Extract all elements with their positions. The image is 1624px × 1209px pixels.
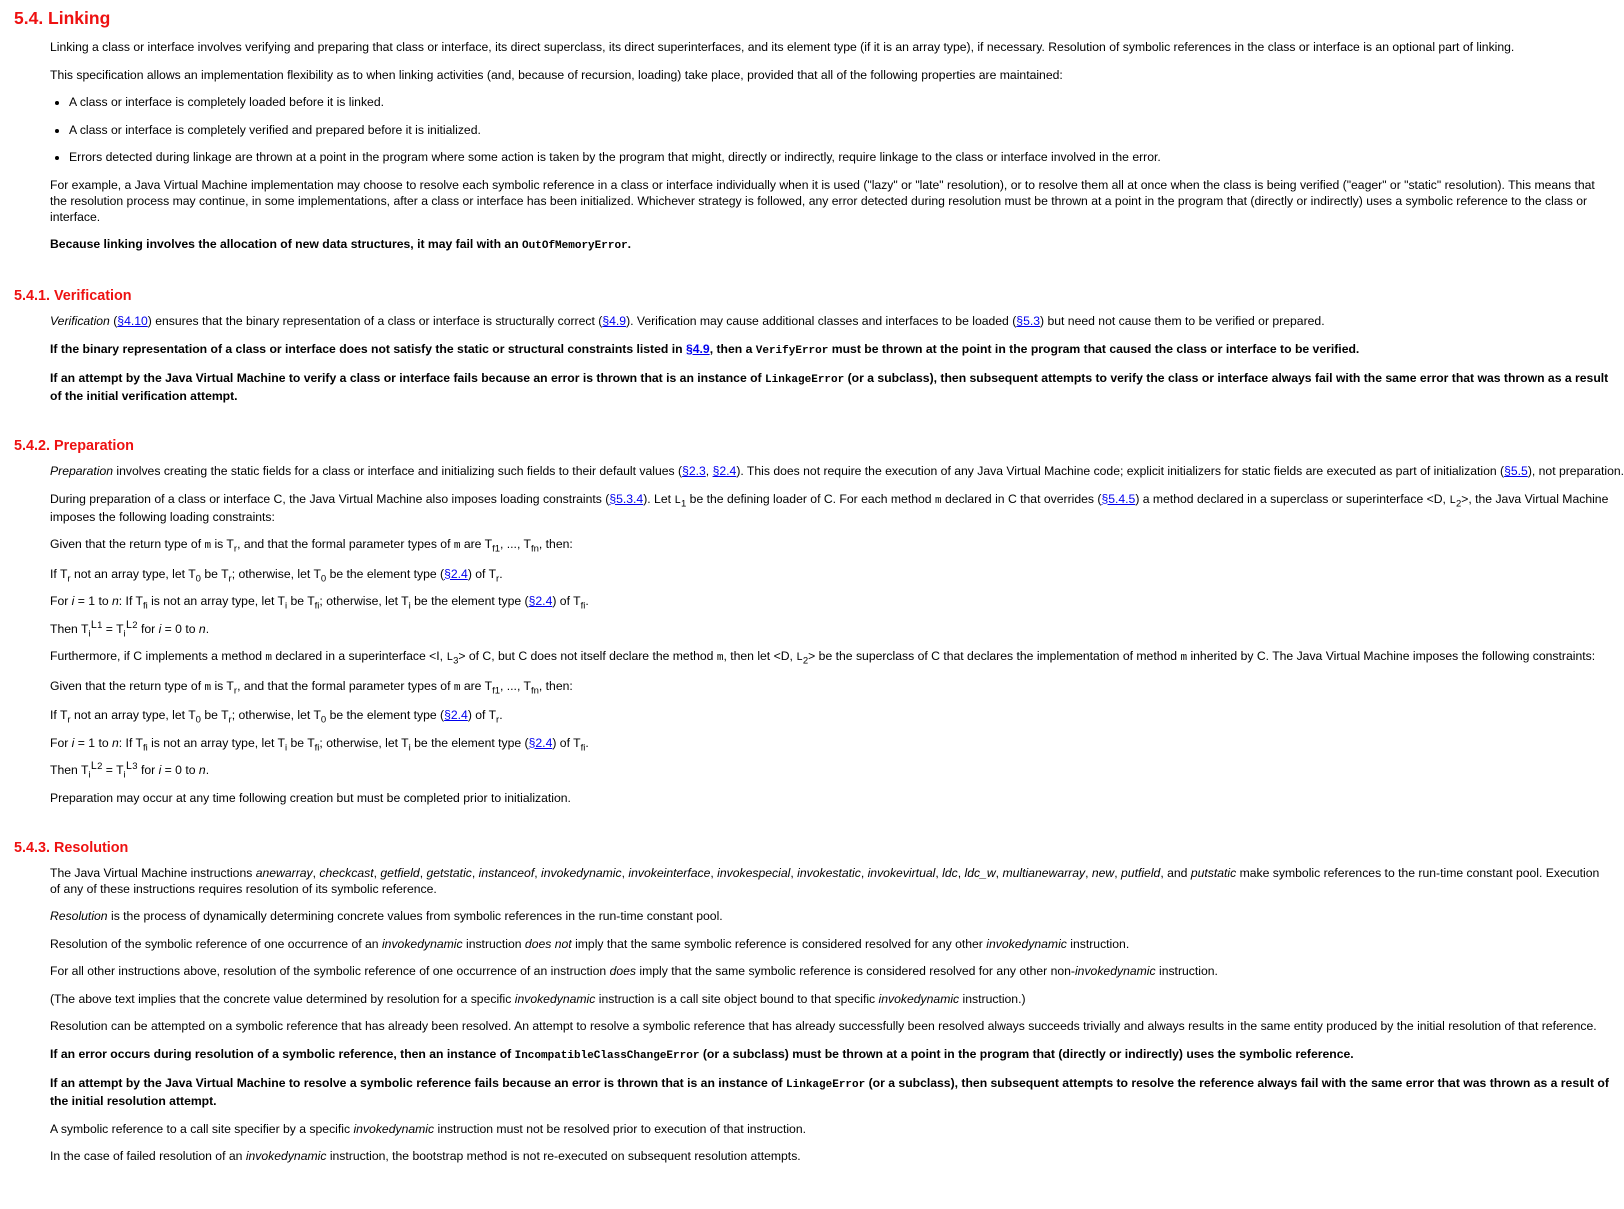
text: . — [585, 735, 589, 750]
code: m — [265, 652, 272, 664]
text: instruction. — [1155, 964, 1218, 978]
subscript: 0 — [320, 714, 327, 726]
subscript: i — [408, 741, 411, 753]
text: i — [71, 735, 75, 750]
text: ; otherwise, let T — [231, 708, 321, 722]
paragraph — [50, 370, 1610, 404]
subscript: r — [496, 572, 500, 584]
code: m — [716, 652, 724, 664]
paragraph — [50, 1075, 1610, 1109]
code: m — [453, 681, 461, 694]
subscript: fn — [530, 543, 539, 555]
text: are T — [460, 678, 493, 693]
text: inherited by C. The Java Virtual Machine imposes the following constraints: — [1187, 649, 1596, 663]
text: . — [499, 566, 503, 581]
text: instruction is a call site object bound to that specific — [595, 991, 879, 1006]
text: If T — [50, 566, 68, 581]
text: ) but need not cause them to be verified or prepared. — [1040, 314, 1325, 328]
text: instruction — [462, 936, 525, 951]
instruction-name: anewarray — [255, 865, 313, 880]
separator: , — [995, 865, 1003, 880]
text: are T — [460, 537, 493, 551]
text: imply that the same symbolic reference is considered resolved for any other non- — [636, 964, 1075, 978]
instruction-name: multianewarray — [1002, 865, 1086, 880]
separator: , — [1114, 865, 1122, 880]
subscript: r — [496, 714, 500, 726]
code: VerifyError — [755, 344, 829, 357]
superscript: L — [125, 760, 133, 773]
separator: , — [790, 865, 798, 880]
text: n — [112, 735, 119, 750]
text: ; otherwise, let T — [319, 594, 409, 608]
text: invokedynamic — [245, 1149, 327, 1163]
separator: , and — [1160, 865, 1191, 880]
paragraph — [50, 313, 1610, 329]
link[interactable]: §2.4 — [528, 594, 553, 608]
paragraph — [50, 491, 1610, 525]
linking-body-2 — [0, 177, 1610, 255]
subscript: 2 — [802, 655, 809, 667]
text: i — [158, 763, 162, 777]
subscript: i — [123, 627, 126, 639]
text: n — [198, 763, 206, 777]
link[interactable]: §2.4 — [528, 735, 553, 750]
text: ) of T — [552, 594, 581, 608]
text: . — [499, 708, 503, 722]
paragraph — [50, 1046, 1610, 1064]
text: ; otherwise, let T — [319, 735, 409, 750]
paragraph — [50, 566, 1610, 582]
separator: , — [957, 865, 965, 880]
subscript: fi — [142, 741, 148, 753]
instruction-name: invokevirtual — [867, 865, 936, 880]
text: (or a subclass) must be thrown at a point in the program that (directly or indirectly) uses the symbolic reference. — [699, 1046, 1354, 1061]
instruction-name: putfield — [1121, 865, 1161, 880]
text: invokedynamic — [986, 936, 1067, 951]
text: >, the Java Virtual Machine imposes the following loading constraints: — [50, 491, 1609, 524]
text: not an array type, let T — [70, 708, 196, 722]
text: , — [705, 464, 713, 478]
separator: , — [710, 865, 718, 880]
text: , and that the formal parameter types of — [237, 537, 454, 551]
text: If T — [50, 708, 68, 722]
code: LinkageError — [765, 374, 845, 386]
text: for — [137, 763, 159, 777]
text: be T — [287, 594, 315, 608]
subscript: i — [284, 600, 288, 612]
code: m — [204, 540, 212, 552]
subscript: i — [123, 769, 126, 781]
text: for — [137, 621, 159, 636]
text: For — [50, 735, 72, 750]
paragraph — [50, 236, 1610, 254]
text: invokedynamic — [1074, 964, 1156, 978]
superscript: 3 — [132, 760, 138, 772]
section-heading-verification: 5.4.1. Verification — [14, 288, 132, 304]
text: Because linking involves the allocation of new data structures, it may fail with an — [50, 237, 523, 251]
text: , ..., T — [500, 678, 531, 693]
verification-body — [0, 313, 1610, 404]
text: ). This does not require the execution of any Java Virtual Machine code; explicit initializers for static fields are executed as part of initialization ( — [736, 464, 1505, 478]
text: : If T — [118, 594, 143, 608]
paragraph: Preparation may occur at any time following creation but must be completed prior to initialization. — [50, 790, 571, 805]
text: is T — [211, 537, 234, 551]
paragraph — [50, 648, 1610, 666]
text: be the element type ( — [410, 594, 529, 608]
link[interactable]: §5.5 — [1504, 464, 1528, 478]
text: must be thrown at the point in the program that caused the class or interface to be verified. — [828, 341, 1360, 356]
instruction-name: ldc_w — [964, 865, 996, 880]
text: = T — [102, 621, 124, 636]
subscript: f1 — [492, 684, 501, 696]
text: (The above text implies that the concrete value determined by resolution for a specific — [50, 991, 515, 1006]
instruction-name: getstatic — [426, 865, 472, 880]
text: is not an array type, let T — [147, 594, 285, 608]
text: A symbolic reference to a call site specifier by a specific — [50, 1121, 354, 1136]
subscript: f1 — [492, 543, 501, 555]
superscript: 2 — [132, 619, 138, 631]
preparation-body — [0, 463, 1624, 806]
text: be T — [287, 735, 315, 750]
text: instruction.) — [959, 991, 1026, 1006]
text: invokedynamic — [381, 936, 463, 951]
paragraph — [50, 621, 1610, 637]
instruction-name: ldc — [942, 865, 958, 880]
text: If an attempt by the Java Virtual Machine to verify a class or interface fails because an error is thrown that is an instance of — [50, 371, 766, 385]
text: , then: — [538, 678, 573, 693]
code: LinkageError — [786, 1079, 866, 1091]
paragraph — [50, 593, 1610, 612]
text: ), not preparation. — [1527, 464, 1624, 478]
superscript: 2 — [97, 760, 103, 772]
text: ) ensures that the binary representation of a class or interface is structurally correct ( — [147, 314, 603, 328]
text: not an array type, let T — [70, 566, 196, 581]
instruction-paragraph — [50, 865, 1610, 897]
subscript: i — [284, 741, 288, 753]
text: ) of T — [552, 735, 581, 750]
term: Verification — [50, 314, 110, 328]
code: m — [934, 494, 942, 507]
paragraph — [50, 936, 1610, 952]
paragraph — [50, 908, 1610, 924]
text: . — [627, 237, 632, 251]
text: Given that the return type of — [50, 678, 205, 693]
instruction-name: putstatic — [1190, 865, 1237, 880]
subscript: r — [67, 572, 71, 584]
superscript: 1 — [97, 619, 103, 631]
subscript: 0 — [320, 572, 327, 584]
text: be the element type ( — [410, 735, 529, 750]
separator: , — [471, 865, 479, 880]
code: m — [1180, 652, 1188, 664]
subscript: i — [88, 627, 91, 639]
text: be T — [200, 708, 229, 722]
superscript: L — [125, 619, 133, 632]
separator: , — [312, 865, 320, 880]
text: (or a subclass), then subsequent attempts to resolve the reference always fail with the same error that was thrown as a result of the initial resolution attempt. — [50, 1076, 1609, 1108]
text: ) a method declared in a superclass or superinterface <D, — [1135, 491, 1450, 506]
code: L — [1449, 494, 1456, 507]
text: is the process of dynamically determining concrete values from symbolic references in the run-time constant pool. — [107, 909, 723, 923]
text: = 1 to — [74, 735, 112, 750]
text: If an attempt by the Java Virtual Machine to resolve a symbolic reference fails because an error is thrown that is an instance of — [50, 1076, 787, 1090]
subscript: r — [233, 543, 238, 555]
link[interactable]: §5.3 — [1016, 314, 1041, 328]
subscript: r — [228, 572, 232, 584]
separator: , — [373, 865, 381, 880]
paragraph — [50, 735, 1610, 751]
text: ( — [109, 314, 118, 328]
link[interactable]: §5.4.5 — [1101, 491, 1136, 506]
paragraph — [50, 707, 1610, 726]
text: During preparation of a class or interface C, the Java Virtual Machine also imposes loading constraints ( — [50, 491, 610, 506]
separator: , — [1085, 865, 1092, 880]
text: does — [609, 964, 636, 978]
text: Resolution of the symbolic reference of one occurrence of an — [50, 936, 382, 951]
paragraph — [50, 678, 1610, 696]
text: invokedynamic — [514, 991, 596, 1006]
subscript: fi — [314, 741, 320, 753]
linking-body — [0, 39, 1610, 83]
text: ) of T — [467, 566, 497, 581]
text: n — [198, 621, 206, 636]
text: n — [112, 594, 119, 608]
paragraph — [50, 536, 1610, 554]
link[interactable]: §4.9 — [685, 341, 710, 356]
paragraph: For example, a Java Virtual Machine implementation may choose to resolve each symbolic reference in a class or interface individually when it is used ("lazy" or "late" resolution), or to resolve them all at once when the class is being verified ("eager" or "static" resolution). This means that the resolution process may continue, in some implementations, after a class or interface has been initialized. Whichever strategy is followed, any error detected during resolution must be thrown at a point in the program that (directly or indirectly) uses a symbolic reference to the class or interface. — [50, 177, 1595, 224]
text: = 0 to — [161, 621, 199, 636]
separator: , — [621, 865, 629, 880]
section-heading-linking: 5.4. Linking — [14, 8, 111, 28]
text: = 0 to — [161, 763, 199, 777]
text: For — [50, 594, 72, 608]
text: = T — [102, 763, 124, 777]
text: make symbolic references to the run-time constant pool. Execution of any of these instructions requires resolution of its symbolic reference. — [50, 865, 1600, 896]
list-item: • Errors detected during linkage are thrown at a point in the program where some action is taken by the program that might, directly or indirectly, require linkage to the class or interface involved in the error. — [69, 149, 1596, 165]
text: , then let <D, — [723, 649, 797, 663]
link[interactable]: §2.4 — [444, 708, 468, 722]
link[interactable]: §4.10 — [117, 314, 148, 328]
text: ) of T — [467, 708, 497, 722]
section-heading-resolution: 5.4.3. Resolution — [14, 839, 129, 856]
text: If an error occurs during resolution of a symbolic reference, then an instance of — [50, 1046, 515, 1061]
text: is not an array type, let T — [147, 735, 285, 750]
subscript: 1 — [681, 497, 687, 509]
text: = 1 to — [74, 594, 112, 608]
instruction-list — [256, 866, 1191, 880]
text: > of C, but C does not itself declare the method — [458, 649, 717, 663]
paragraph: This specification allows an implementation flexibility as to when linking activities (and, because of recursion, loading) take place, provided that all of the following properties are maintained: — [50, 67, 1063, 82]
subscript: r — [233, 684, 238, 696]
code: L — [446, 652, 454, 664]
text: invokedynamic — [878, 991, 960, 1006]
subscript: fi — [580, 600, 586, 612]
link[interactable]: §2.4 — [444, 566, 468, 581]
separator: , — [534, 865, 541, 880]
text: . — [205, 763, 210, 777]
text: Then T — [50, 763, 89, 777]
text: ). Verification may cause additional classes and interfaces to be loaded ( — [626, 314, 1017, 328]
paragraph — [50, 1148, 1610, 1164]
separator: , — [860, 865, 868, 880]
text: If the binary representation of a class or interface does not satisfy the static or structural constraints listed in — [50, 341, 686, 356]
property-list — [0, 94, 1596, 165]
subscript: fi — [314, 600, 320, 612]
paragraph — [50, 963, 1610, 979]
paragraph — [50, 341, 1610, 359]
code: m — [204, 681, 212, 694]
instruction-name: instanceof — [478, 865, 535, 880]
text: , then a — [709, 341, 756, 356]
instruction-name: getfield — [380, 865, 420, 880]
text: declared in C that overrides ( — [941, 491, 1102, 506]
instruction-name: invokestatic — [797, 865, 861, 880]
list-item: • A class or interface is completely verified and prepared before it is initialized. — [69, 122, 1596, 138]
paragraph — [50, 1121, 1610, 1137]
text: does not — [524, 936, 572, 951]
term: Resolution — [50, 909, 108, 923]
text: . — [205, 621, 210, 636]
superscript: L — [90, 619, 98, 632]
text: involves creating the static fields for a class or interface and initializing such fields to their default values ( — [113, 464, 683, 478]
superscript: L — [90, 760, 98, 773]
instruction-name: new — [1091, 865, 1115, 880]
text: Furthermore, if C implements a method — [50, 649, 266, 663]
text: ). Let — [643, 491, 675, 506]
subscript: fi — [142, 600, 148, 612]
subscript: r — [67, 714, 71, 726]
paragraph: Linking a class or interface involves verifying and preparing that class or interface, its direct superclass, its direct superinterfaces, and its element type (if it is an array type), if necessary. Resolution of symbolic references in the class or interface is an optional part of linking. — [50, 40, 1515, 54]
link[interactable]: §5.3.4 — [609, 491, 644, 506]
resolution-body — [0, 865, 1610, 1165]
paragraph: Resolution can be attempted on a symbolic reference that has already been resolved. An attempt to resolve a symbolic reference that has already successfully been resolved always succeeds trivially and always results in the same entity produced by the initial resolution of that reference. — [50, 1019, 1597, 1033]
code: L — [796, 652, 803, 664]
text: imply that the same symbolic reference is considered resolved for any other — [571, 936, 987, 951]
text: is T — [211, 678, 234, 693]
instruction-name: invokespecial — [717, 865, 791, 880]
text: be T — [200, 566, 229, 581]
text: ; otherwise, let T — [231, 566, 321, 581]
subscript: i — [408, 600, 411, 612]
text: , then: — [538, 537, 573, 551]
text: , ..., T — [500, 537, 531, 551]
text: i — [158, 621, 162, 636]
text: : If T — [118, 735, 143, 750]
subscript: r — [228, 714, 232, 726]
text: declared in a superinterface <I, — [272, 649, 447, 663]
text: Then T — [50, 621, 89, 636]
text: . — [585, 594, 589, 608]
link[interactable]: §4.9 — [602, 314, 627, 328]
text: invokedynamic — [353, 1121, 435, 1136]
paragraph — [50, 760, 1610, 781]
subscript: 0 — [195, 572, 201, 584]
text: be the element type ( — [326, 566, 445, 581]
code: m — [453, 540, 461, 552]
instruction-name: invokedynamic — [541, 865, 622, 880]
code: L — [674, 494, 681, 507]
text: be the element type ( — [326, 708, 445, 722]
code: OutOfMemoryError — [522, 240, 628, 252]
list-item: • A class or interface is completely loaded before it is linked. — [69, 94, 1596, 110]
subscript: 0 — [195, 714, 201, 726]
instruction-name: checkcast — [319, 865, 374, 880]
text: instruction. — [1066, 936, 1130, 951]
paragraph — [50, 463, 1624, 479]
text: For all other instructions above, resolution of the symbolic reference of one occurrence of an instruction — [50, 964, 610, 978]
separator: , — [935, 865, 943, 880]
code: IncompatibleClassChangeError — [514, 1049, 700, 1062]
section-heading-preparation: 5.4.2. Preparation — [14, 438, 134, 454]
instruction-name: invokeinterface — [628, 865, 711, 880]
term: Preparation — [50, 464, 114, 478]
subscript: 3 — [453, 655, 459, 667]
link[interactable]: §2.4 — [712, 464, 737, 478]
text: , and that the formal parameter types of — [237, 678, 454, 693]
text: instruction must not be resolved prior to execution of that instruction. — [434, 1121, 807, 1136]
separator: , — [419, 865, 427, 880]
subscript: i — [88, 769, 91, 781]
link[interactable]: §2.3 — [682, 464, 706, 478]
text: i — [71, 594, 75, 608]
text: The Java Virtual Machine instructions — [50, 865, 256, 880]
subscript: fn — [530, 684, 539, 696]
text: instruction, the bootstrap method is not re-executed on subsequent resolution attempts. — [326, 1149, 801, 1163]
subscript: fi — [580, 741, 586, 753]
text: > be the superclass of C that declares the implementation of method — [808, 649, 1181, 663]
text: Given that the return type of — [50, 537, 205, 551]
text: In the case of failed resolution of an — [50, 1149, 246, 1163]
subscript: 2 — [1455, 497, 1462, 509]
text: (or a subclass), then subsequent attempts to verify the class or interface always fail with the same error that was thrown as a result of the initial verification attempt. — [50, 371, 1609, 403]
text: be the defining loader of C. For each method — [686, 491, 935, 506]
paragraph — [50, 991, 1610, 1007]
